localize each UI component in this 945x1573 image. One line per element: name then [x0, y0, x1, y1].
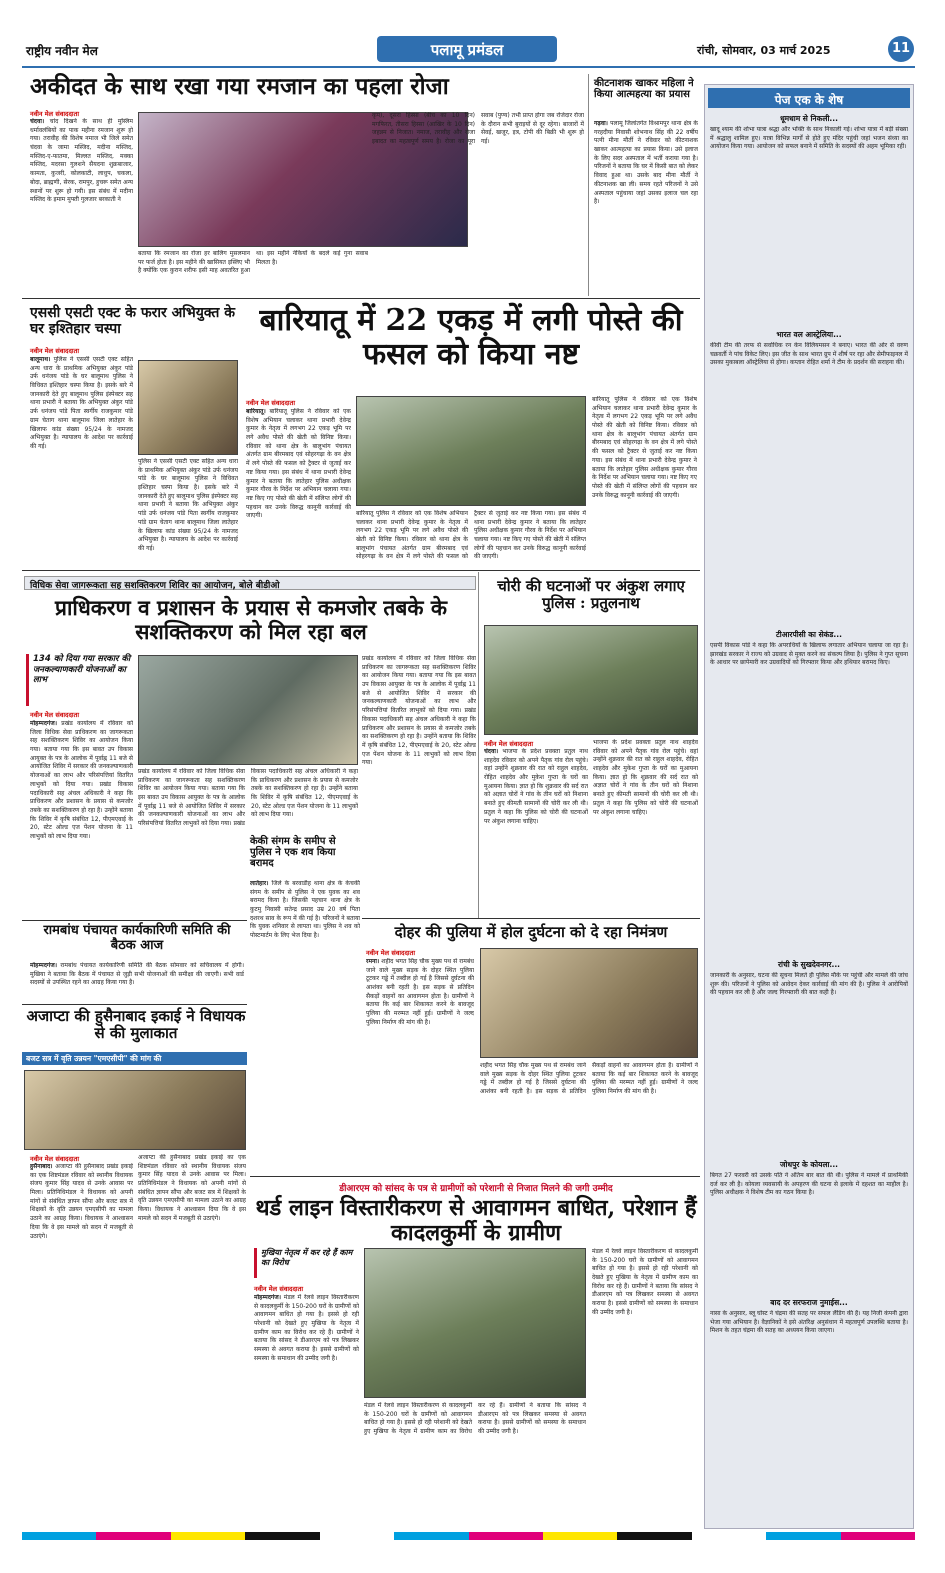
poppy-body-2: बारियातू पुलिस ने रविवार को एक विशेष अभियान चलाकर थाना प्रभारी देवेन्द्र कुमार के नेतृत्व में लगभग 22 एकड़ भूमि पर लगे अवैध पोस्ते की खेती को विनिष्ट किया। रविवार को थाना क्षेत्र के बालूभांग पंचायत अंतर्गत ग्राम बीरमबाद एवं सोहरगढ़ा के वन क्षेत्र में लगे पोस्ते की फसल को ट्रैक्टर से जुताई कर नष्ट किया गया। इस संबंध में थाना प्रभारी देवेन्द्र कुमार ने बताया कि लातेहार पुलिस अधीक्षक कुमार गौरव के निर्देश पर अभियान चलाया गया। नष्ट किए गए पोस्ते की खेती में संलिप्त लोगों की पहचान कर उनके विरुद्ध कानूनी कार्रवाई की जाएगी। — [356, 510, 586, 561]
body-found-headline: केकी संगम के समीप से पुलिस ने एक शव किया बरामद — [250, 836, 336, 870]
scst-photo — [138, 360, 238, 455]
poison-body: गढ़वा। पलामू जिलांतर्गत विश्रामपुर थाना क्षेत्र के गरहदीया निवासी शोभनाथ सिंह की 22 वर्षीय पत्नी मीना मौर्ती ने रविवार को कीटनाशक खाकर आत्महत्या का प्रयास किया। उसे इलाज के लिए सदर अस्पताल में भर्ती कराया गया है। परिजनों ने बताया कि घर में किसी बात को लेकर विवाद हुआ था। उसके बाद मीना मौर्ती ने कीटनाशक खा ली। समय रहते परिजनों ने उसे अस्पताल पहुंचाया जहां उसका इलाज चल रहा है। — [594, 120, 698, 206]
sidebar-item-2-title: भारत वल आस्ट्रेलिया... — [776, 330, 842, 339]
sidebar-item-3-title: टीआरपीसी का सेकंड... — [776, 630, 842, 639]
ajapta-kicker: बजट सत्र में वृति उन्नयन "एमएसीपी" की मांग की — [26, 1054, 162, 1063]
sidebar-item-5 — [710, 1160, 908, 1290]
rambandh-headline: रामबांध पंचायत कार्यकारिणी समिति की बैठक आज — [43, 923, 231, 953]
ajapta-headline: अजाप्टा की हुसैनाबाद इकाई ने विधायक से की मुलाकात — [26, 1007, 246, 1042]
rail-body-1: मोहम्मदगंज। मंडल में रेलवे लाइन विस्तारीकरण से कादलकुर्मी के 150-200 घरों के ग्रामीणों को आवागमन बाधित हो गया है। इससे हो रही परेशानी को देखते हुए मुखिया के नेतृत्व में ग्रामीण काम का विरोध कर रहे हैं। ग्रामीणों ने बताया कि सांसद ने डीआरएम को पत्र लिखकर समस्या से अवगत कराया है। इससे ग्रामीणों को समस्या के समाधान की उम्मीद जगी है। — [254, 1294, 359, 1362]
sidebar-item-6-body: नासा के अनुसार, ब्लू घोस्ट ने चंद्रमा की सतह पर सफल लैंडिंग की है। यह निजी कंपनी द्वारा भेजा गया अभियान है। वैज्ञानिकों ने इसे अंतरिक्ष अनुसंधान में महत्वपूर्ण उपलब्धि बताया है। मिशन के तहत चंद्रमा की सतह का अध्ययन किया जाएगा। — [710, 1310, 908, 1335]
rail-byline: नवीन मेल संवाददाता — [254, 1285, 303, 1293]
sidebar-item-3 — [710, 630, 908, 950]
scst-body-2: पुलिस ने एससी एसटी एक्ट सहित अन्य धारा के प्राथमिक अभियुक्त अंकुर पांडे उर्फ धनंजय पांडे के घर बालूमाथ पुलिस ने विधिवत इश्तिहार चस्पा किया है। इसके बारे में जानकारी देते हुए बालूमाथ पुलिस इंस्पेक्टर सह थाना प्रभारी ने बताया कि अभियुक्त अंकुर पांडे उर्फ धनंजय पांडे पिता स्वर्गीय राजकुमार पांडे ग्राम चेताग थाना बालूमाथ जिला लातेहार के खिलाफ कांड संख्या 95/24 के नामजद अभियुक्त है। न्यायालय के आदेश पर कार्रवाई की गई। — [138, 458, 238, 552]
ramzan-body-1: चंदवा। चांद दिखने के साथ ही मुस्लिम धर्मावलंबियों का पाक महीना रमजान शुरू हो गया। तरावीह की विशेष नमाज भी जिले समेत चंदवा के जामा मस्जिद, मदीना मस्जिद, मस्जिद-ए-फातमा, मिल्लत मस्जिद, मक्का मस्जिद, मदरसा गुलशने सैयदना शुक्रबाजार, कामता, कुजरी, कोलकाटी, लाधुप, चकला, बोदा, ब्राह्मणी, सेरक, रामपुर, हुचरू समेत अन्य स्थानों पर शुरू हो गयी। इस संबंध में मदीना मस्जिद के इमाम मुफ्ती गुलजार बरकाती ने — [30, 118, 133, 204]
empower-headline: प्राधिकरण व प्रशासन के प्रयास से कमजोर तबके के सशक्तिकरण को मिल रहा बल — [55, 595, 447, 644]
rail-photo — [364, 1248, 586, 1398]
poppy-body-1: बारियातू। बारियातू पुलिस ने रविवार को एक विशेष अभियान चलाकर थाना प्रभारी देवेन्द्र कुमार के नेतृत्व में लगभग 22 एकड़ भूमि पर लगे अवैध पोस्ते की खेती को विनिष्ट किया। रविवार को थाना क्षेत्र के बालूभांग पंचायत अंतर्गत ग्राम बीरमबाद एवं सोहरगढ़ा के वन क्षेत्र में लगे पोस्ते की फसल को ट्रैक्टर से जुताई कर नष्ट किया गया। इस संबंध में थाना प्रभारी देवेन्द्र कुमार ने बताया कि लातेहार पुलिस अधीक्षक कुमार गौरव के निर्देश पर अभियान चलाया गया। नष्ट किए गए पोस्ते की खेती में संलिप्त लोगों की पहचान कर उनके विरुद्ध कानूनी कार्रवाई की जाएगी। — [246, 408, 351, 520]
sidebar-item-3-body: एसपी विकास पांडे ने कहा कि अपराधियों के खिलाफ लगातार अभियान चलाया जा रहा है। झारखंड सरकार ने राज्य को उग्रवाद से मुक्त करने का संकल्प लिया है। पुलिस ने गुप्त सूचना के आधार पर छापेमारी कर उग्रवादियों को गिरफ्तार किया और हथियार बरामद किए। — [710, 642, 908, 667]
empower-byline: नवीन मेल संवाददाता — [30, 711, 79, 719]
ramzan-byline: नवीन मेल संवाददाता — [30, 110, 79, 118]
empower-kicker: विधिक सेवा जागरूकता सह सशक्तिकरण शिविर का आयोजन, बोले बीडीओ — [30, 581, 280, 591]
rambandh-body: मोहम्मदगंज। रामबांध पंचायत कार्यकारिणी समिति की बैठक सोमवार को सचिवालय में होगी। मुखिया ने बताया कि बैठक में पंचायत से जुड़ी सभी योजनाओं की समीक्षा की जाएगी। सभी वार्ड सदस्यों से उपस्थित रहने का आग्रह किया गया है। — [30, 962, 244, 987]
empower-body-1: मोहम्मदगंज। प्रखंड कार्यालय में रविवार को जिला विधिक सेवा प्राधिकरण का जागरूकता सह सशक्तिकरण शिविर का आयोजन किया गया। बताया गया कि इस बावत उप विकास आयुक्त के पत्र के आलोक में पूर्वाह्न 11 बजे से आयोजित शिविर में सरकार की जनकल्याणकारी योजनाओं का लाभ और परिसंपत्तियां वितरित लाभुकों को दिया गया। प्रखंड विकास पदाधिकारी सह अंचल अधिकारी ने कहा कि प्राधिकरण और प्रशासन के प्रयास से कमजोर तबके का सशक्तिकरण हो रहा है। उन्होंने बताया कि शिविर में कृषि संबंधित 12, पीएमएवाई के 20, स्टेट ओल्ड एज पेंशन योजना के 11 लाभुकों को लाभ दिया गया। — [30, 720, 133, 840]
footer-color-bar — [22, 1532, 915, 1540]
sidebar-item-1 — [710, 114, 908, 324]
poppy-photo — [356, 396, 586, 506]
ramzan-headline: अकीदत के साथ रखा गया रमजान का पहला रोजा — [30, 73, 449, 100]
scst-headline: एससी एसटी एक्ट के फरार अभियुक्त के घर इश्तिहार चस्पा — [30, 305, 235, 337]
sidebar-item-1-body: खादू श्याम की शोभा यात्रा श्रद्धा और भक्ति के साथ निकाली गई। शोभा यात्रा में बड़ी संख्या में श्रद्धालु शामिल हुए। यात्रा विभिन्न मार्गों से होते हुए मंदिर पहुंची जहां भजन संध्या का आयोजन किया गया। आयोजन को सफल बनाने में समिति के सदस्यों की अहम भूमिका रही। — [710, 126, 908, 151]
theft-body-2: भाजपा के प्रदेश प्रवक्ता प्रतुल नाथ शाहदेव रविवार को अपने पैतृक गांव रोल पहुंचे। वहां उन्होंने शुक्रवार की रात को राहुल शाहदेव, रोहित शाहदेव और मुकेश गुप्ता के घरों का मुआयना किया। ज्ञात हो कि शुक्रवार की सर्द रात को अज्ञात चोरों ने गांव के तीन घरों को निशाना बनाते हुए कीमती सामानों की चोरी कर ली थी। प्रतुल ने कहा कि पुलिस को चोरी की घटनाओं पर अंकुश लगाना चाहिए। — [593, 739, 698, 816]
ajapta-body-1: हुसैनाबाद। अजाप्टा की हुसैनाबाद प्रखंड इकाई का एक शिष्टमंडल रविवार को स्थानीय विधायक संजय कुमार सिंह यादव से उनके आवास पर मिला। प्रतिनिधिमंडल ने विधायक को अपनी मांगों से संबंधित ज्ञापन सौंपा और बजट सत्र में शिक्षकों के वृति उन्नयन एमएसीपी का मामला उठाने का आग्रह किया। विधायक ने आश्वासन दिया कि वे इस मामले को सदन में मजबूती से उठाएंगे। — [30, 1163, 133, 1240]
empower-photo — [138, 655, 358, 765]
ajapta-body-2: अजाप्टा की हुसैनाबाद प्रखंड इकाई का एक शिष्टमंडल रविवार को स्थानीय विधायक संजय कुमार सिंह यादव से उनके आवास पर मिला। प्रतिनिधिमंडल ने विधायक को अपनी मांगों से संबंधित ज्ञापन सौंपा और बजट सत्र में शिक्षकों के वृति उन्नयन एमएसीपी का मामला उठाने का आग्रह किया। विधायक ने आश्वासन दिया कि वे इस मामले को सदन में मजबूती से उठाएंगे। — [138, 1154, 246, 1222]
sidebar-item-1-title: धूमधाम से निकली... — [780, 114, 838, 123]
section-title: पलामू प्रमंडल — [430, 41, 504, 59]
rail-body-2: मंडल में रेलवे लाइन विस्तारीकरण से कादलकुर्मी के 150-200 घरों के ग्रामीणों को आवागमन बाधित हो गया है। इससे हो रही परेशानी को देखते हुए मुखिया के नेतृत्व में ग्रामीण काम का विरोध कर रहे हैं। ग्रामीणों ने बताया कि सांसद ने डीआरएम को पत्र लिखकर समस्या से अवगत कराया है। इससे ग्रामीणों को समस्या के समाधान की उम्मीद जगी है। — [364, 1402, 586, 1436]
page-number: 11 — [891, 41, 911, 56]
sidebar-item-5-title: जोधपुर के कोयला... — [779, 1160, 839, 1169]
sidebar-item-6-title: बाद दर सरफराज नुमाईस... — [770, 1298, 848, 1307]
scst-body: बालूमाथ। पुलिस ने एससी एसटी एक्ट सहित अन्य धारा के प्राथमिक अभियुक्त अंकुर पांडे उर्फ धनंजय पांडे के घर बालूमाथ पुलिस ने विधिवत इश्तिहार चस्पा किया है। इसके बारे में जानकारी देते हुए बालूमाथ पुलिस इंस्पेक्टर सह थाना प्रभारी ने बताया कि अभियुक्त अंकुर पांडे उर्फ धनंजय पांडे पिता स्वर्गीय राजकुमार पांडे ग्राम चेताग थाना बालूमाथ जिला लातेहार के खिलाफ कांड संख्या 95/24 के नामजद अभियुक्त है। न्यायालय के आदेश पर कार्रवाई की गई। — [30, 356, 133, 450]
scst-byline: नवीन मेल संवाददाता — [30, 347, 79, 355]
theft-photo — [484, 625, 698, 735]
poppy-body-3: बारियातू पुलिस ने रविवार को एक विशेष अभियान चलाकर थाना प्रभारी देवेन्द्र कुमार के नेतृत्व में लगभग 22 एकड़ भूमि पर लगे अवैध पोस्ते की खेती को विनिष्ट किया। रविवार को थाना क्षेत्र के बालूभांग पंचायत अंतर्गत ग्राम बीरमबाद एवं सोहरगढ़ा के वन क्षेत्र में लगे पोस्ते की फसल को ट्रैक्टर से जुताई कर नष्ट किया गया। इस संबंध में थाना प्रभारी देवेन्द्र कुमार ने बताया कि लातेहार पुलिस अधीक्षक कुमार गौरव के निर्देश पर अभियान चलाया गया। नष्ट किए गए पोस्ते की खेती में संलिप्त लोगों की पहचान कर उनके विरुद्ध कानूनी कार्रवाई की जाएगी। — [592, 396, 697, 499]
sidebar-item-6 — [710, 1298, 908, 1524]
body-found-body: लातेहार। जिले के बरवाडीह थाना क्षेत्र के केचकी संगम के समीप से पुलिस ने एक युवक का शव बरामद किया है। जिसकी पहचान थाना क्षेत्र के कुटमु निवासी सतेन्द्र प्रसाद उम्र 20 वर्ष पिता दशरथ साव के रूप में की गई है। परिजनों ने बताया कि युवक शनिवार से लापता था। पुलिस ने शव को पोस्टमार्टम के लिए भेज दिया है। — [250, 880, 360, 940]
culvert-byline: नवीन मेल संवाददाता — [366, 949, 415, 957]
theft-headline: चोरी की घटनाओं पर अंकुश लगाए पुलिस : प्रतुलनाथ — [497, 577, 685, 612]
empower-body-2: प्रखंड कार्यालय में रविवार को जिला विधिक सेवा प्राधिकरण का जागरूकता सह सशक्तिकरण शिविर का आयोजन किया गया। बताया गया कि इस बावत उप विकास आयुक्त के पत्र के आलोक में पूर्वाह्न 11 बजे से आयोजित शिविर में सरकार की जनकल्याणकारी योजनाओं का लाभ और परिसंपत्तियां वितरित लाभुकों को दिया गया। प्रखंड विकास पदाधिकारी सह अंचल अधिकारी ने कहा कि प्राधिकरण और प्रशासन के प्रयास से कमजोर तबके का सशक्तिकरण हो रहा है। उन्होंने बताया कि शिविर में कृषि संबंधित 12, पीएमएवाई के 20, स्टेट ओल्ड एज पेंशन योजना के 11 लाभुकों को लाभ दिया गया। — [138, 768, 358, 828]
rail-headline: थर्ड लाइन विस्तारीकरण से आवागमन बाधित, परेशान हैं कादलकुर्मी के ग्रामीण — [255, 1195, 697, 1246]
rail-body-3: मंडल में रेलवे लाइन विस्तारीकरण से कादलकुर्मी के 150-200 घरों के ग्रामीणों को आवागमन बाधित हो गया है। इससे हो रही परेशानी को देखते हुए मुखिया के नेतृत्व में ग्रामीण काम का विरोध कर रहे हैं। ग्रामीणों ने बताया कि सांसद ने डीआरएम को पत्र लिखकर समस्या से अवगत कराया है। इससे ग्रामीणों को समस्या के समाधान की उम्मीद जगी है। — [592, 1248, 698, 1316]
sidebar-item-2 — [710, 330, 908, 620]
sidebar-item-4-title: रांची के सुखदेवनगर... — [777, 960, 841, 969]
masthead — [22, 36, 915, 64]
place-date: रांची, सोमवार, 03 मार्च 2025 — [697, 44, 831, 57]
empower-body-3: प्रखंड कार्यालय में रविवार को जिला विधिक सेवा प्राधिकरण का जागरूकता सह सशक्तिकरण शिविर का आयोजन किया गया। बताया गया कि इस बावत उप विकास आयुक्त के पत्र के आलोक में पूर्वाह्न 11 बजे से आयोजित शिविर में सरकार की जनकल्याणकारी योजनाओं का लाभ और परिसंपत्तियां वितरित लाभुकों को दिया गया। प्रखंड विकास पदाधिकारी सह अंचल अधिकारी ने कहा कि प्राधिकरण और प्रशासन के प्रयास से कमजोर तबके का सशक्तिकरण हो रहा है। उन्होंने बताया कि शिविर में कृषि संबंधित 12, पीएमएवाई के 20, स्टेट ओल्ड एज पेंशन योजना के 11 लाभुकों को लाभ दिया गया। — [362, 655, 476, 767]
poppy-headline: बारियातू में 22 एकड़ में लगी पोस्ते की फसल को किया नष्ट — [259, 303, 683, 372]
culvert-photo — [480, 948, 698, 1058]
sidebar-item-2-body: कीवी टीम की तरफ से सर्वाधिक रन केन विलियमसन ने बनाए। भारत की ओर से वरुण चक्रवर्ती ने पांच विकेट लिए। इस जीत के साथ भारत ग्रुप में शीर्ष पर रहा और सेमीफाइनल में उसका मुकाबला ऑस्ट्रेलिया से होगा। कप्तान रोहित शर्मा ने टीम के प्रदर्शन की सराहना की। — [710, 342, 908, 367]
sidebar-item-4 — [710, 960, 908, 1150]
culvert-headline: दोहर की पुलिया में होल दुर्घटना को दे रहा निमंत्रण — [394, 923, 668, 941]
sidebar-item-5-body: बिगत 27 फरवरी को उसके पति ने अंतिम बार बात की थी। पुलिस ने मामले में प्राथमिकी दर्ज कर ली है। कोयला व्यवसायी के अपहरण की घटना से इलाके में दहशत का माहौल है। पुलिस अधीक्षक ने विशेष टीम का गठन किया है। — [710, 1172, 908, 1197]
ramzan-body-3: कृप), दूसरा हिस्सा (बीच का 10 दिन) मगफिरत, तीसरा हिस्सा (आखिर के 10 दिन) जहन्नम से निजात। नमाज, तरावीह और रोजा इबादत का महत्वपूर्ण समय है। रोजा का पूरा सवाब (पुण्य) तभी प्राप्त होगा जब रोजेदार रोजा के दौरान सभी बुराइयों से दूर रहेगा। बाजारों में सेवई, खजूर, इत्र, टोपी की बिक्री भी शुरू हो गई। — [372, 112, 584, 146]
sidebar-head: पेज एक के शेष — [774, 93, 844, 107]
theft-body-1: चंदवा। भाजपा के प्रदेश प्रवक्ता प्रतुल नाथ शाहदेव रविवार को अपने पैतृक गांव रोल पहुंचे। वहां उन्होंने शुक्रवार की रात को राहुल शाहदेव, रोहित शाहदेव और मुकेश गुप्ता के घरों का मुआयना किया। ज्ञात हो कि शुक्रवार की सर्द रात को अज्ञात चोरों ने गांव के तीन घरों को निशाना बनाते हुए कीमती सामानों की चोरी कर ली थी। प्रतुल ने कहा कि पुलिस को चोरी की घटनाओं पर अंकुश लगाना चाहिए। — [484, 748, 588, 825]
ramzan-body-2: बताया कि रमजान का रोजा हर बालिग मुसलमान पर फर्ज होता है। इस महीने की खासियत इस्लिए भी है क्योंकि एक कुरान शरीफ इसी माह अवतरित हुआ था। इस महीने नेकियों के बदले कई गुना सवाब मिलता है। — [138, 250, 368, 275]
sidebar-item-4-body: जानकारी के अनुसार, घटना की सूचना मिलते ही पुलिस मौके पर पहुंची और मामले की जांच शुरू की। परिजनों ने पुलिस को आवेदन देकर कार्रवाई की मांग की है। पुलिस ने आरोपियों की पहचान कर ली है और जल्द गिरफ्तारी की बात कही है। — [710, 972, 908, 997]
rail-side-head: मुखिया नेतृत्व में कर रहे हैं काम का विरोध — [254, 1248, 359, 1278]
ajapta-photo — [24, 1070, 246, 1150]
rail-kicker: डीआरएम को सांसद के पत्र से ग्रामीणों को परेशानी से निजात मिलने की जगी उम्मीद — [339, 1184, 613, 1194]
ajapta-byline: नवीन मेल संवाददाता — [30, 1155, 79, 1163]
theft-byline: नवीन मेल संवाददाता — [484, 740, 533, 748]
poison-headline: कीटनाशक खाकर महिला ने किया आत्महत्या का प्रयास — [594, 78, 694, 101]
paper-name: राष्ट्रीय नवीन मेल — [26, 44, 98, 58]
poppy-byline: नवीन मेल संवाददाता — [246, 399, 295, 407]
culvert-body-1: रमना। शहीद भगत सिंह चौक मुख्य पथ से रामबंध जाने वाले मुख्य सड़क के दोहर स्थित पुलिया टूटकर गड्ढे में तब्दील हो गई है जिससे दुर्घटना की आशंका बनी रहती है। इस सड़क से प्रतिदिन सैकड़ों वाहनों का आवागमन होता है। ग्रामीणों ने बताया कि कई बार शिकायत करने के बावजूद पुलिया की मरम्मत नहीं हुई। ग्रामीणों ने जल्द पुलिया निर्माण की मांग की है। — [366, 958, 474, 1026]
culvert-body-2: शहीद भगत सिंह चौक मुख्य पथ से रामबंध जाने वाले मुख्य सड़क के दोहर स्थित पुलिया टूटकर गड्ढे में तब्दील हो गई है जिससे दुर्घटना की आशंका बनी रहती है। इस सड़क से प्रतिदिन सैकड़ों वाहनों का आवागमन होता है। ग्रामीणों ने बताया कि कई बार शिकायत करने के बावजूद पुलिया की मरम्मत नहीं हुई। ग्रामीणों ने जल्द पुलिया निर्माण की मांग की है। — [480, 1062, 698, 1096]
empower-side-head: 134 को दिया गया सरकार की जनकल्याणकारी योजनाओं का लाभ — [26, 654, 131, 706]
